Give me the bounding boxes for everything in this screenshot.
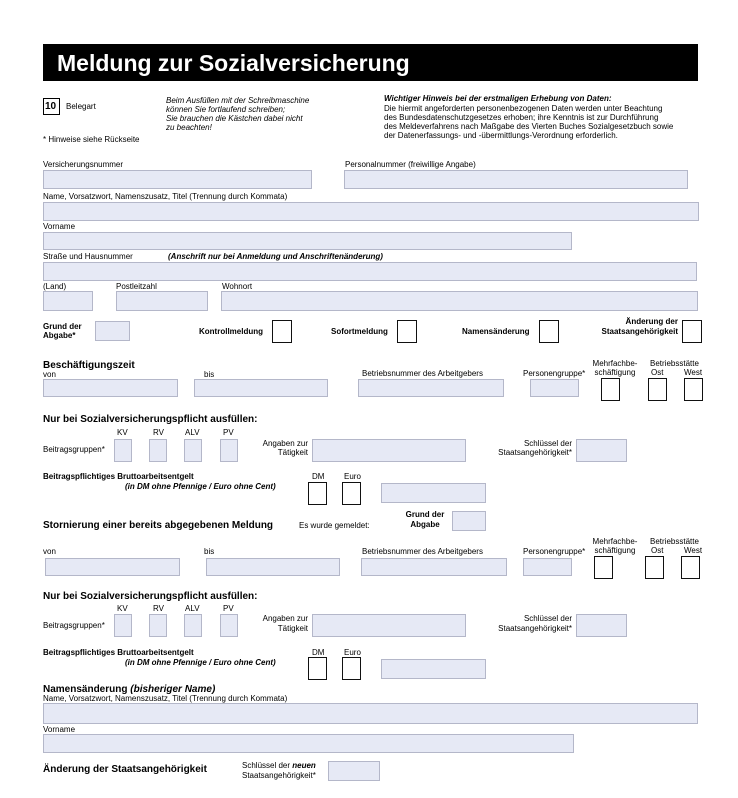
sv2-schluessel-field[interactable] bbox=[576, 614, 627, 637]
beschaeftigung-betriebsnummer-field[interactable] bbox=[358, 379, 504, 397]
important-line-4: der Datenerfassungs- und -übermittlungs-Verordnung erforderlich. bbox=[384, 131, 618, 140]
sv2-brutto-label-2: (in DM ohne Pfennige / Euro ohne Cent) bbox=[125, 658, 276, 667]
namens-heading-text: Namensänderung bbox=[43, 684, 128, 695]
important-line-2: des Bundesdatenschutzgesetzes erhoben; ihre Kenntnis ist zur Durchführung bbox=[384, 113, 659, 122]
sv2-schluessel-label-2: Staatsangehörigkeit* bbox=[498, 624, 572, 633]
sv1-taetigkeit-field[interactable] bbox=[312, 439, 466, 462]
sofortmeldung-checkbox[interactable] bbox=[397, 320, 417, 343]
namens-name-field[interactable] bbox=[43, 703, 698, 724]
vorname-field[interactable] bbox=[43, 232, 572, 250]
personalnummer-label: Personalnummer (freiwillige Angabe) bbox=[345, 160, 476, 169]
sv2-taetigkeit-label-1: Angaben zur bbox=[262, 614, 308, 623]
sv1-beitragsgruppen-label: Beitragsgruppen* bbox=[43, 445, 105, 454]
sv2-pv-field[interactable] bbox=[220, 614, 238, 637]
strasse-note: (Anschrift nur bei Anmeldung und Anschriftenänderung) bbox=[168, 252, 383, 261]
land-label: (Land) bbox=[43, 282, 67, 291]
sv2-rv-field[interactable] bbox=[149, 614, 167, 637]
land-field[interactable] bbox=[43, 291, 93, 311]
beschaeftigung-mehrfach-label-1: Mehrfachbe- bbox=[592, 359, 638, 368]
typewriter-note-2: können Sie fortlaufend schreiben; bbox=[166, 105, 286, 114]
sofortmeldung-label: Sofortmeldung bbox=[331, 327, 388, 336]
beschaeftigung-bis-field[interactable] bbox=[194, 379, 328, 397]
beschaeftigung-ost-checkbox[interactable] bbox=[648, 378, 667, 401]
grund-field[interactable] bbox=[95, 321, 130, 341]
sv1-heading: Nur bei Sozialversicherungspflicht ausfüllen: bbox=[43, 414, 258, 425]
sv2-taetigkeit-field[interactable] bbox=[312, 614, 466, 637]
namens-heading-sub: (bisheriger Name) bbox=[130, 684, 216, 695]
storno-gemeldet-label: Es wurde gemeldet: bbox=[299, 521, 370, 530]
beschaeftigung-west-checkbox[interactable] bbox=[684, 378, 703, 401]
sv1-schluessel-field[interactable] bbox=[576, 439, 627, 462]
sv1-euro-label: Euro bbox=[344, 472, 361, 481]
typewriter-note-1: Beim Ausfüllen mit der Schreibmaschine bbox=[166, 96, 310, 105]
storno-von-field[interactable] bbox=[45, 558, 180, 576]
sv1-dm-label: DM bbox=[312, 472, 325, 481]
sv1-kv-label: KV bbox=[117, 428, 128, 437]
strasse-label: Straße und Hausnummer bbox=[43, 252, 133, 261]
storno-personengruppe-field[interactable] bbox=[523, 558, 572, 576]
storno-personengruppe-label: Personengruppe* bbox=[523, 547, 586, 556]
page-title: Meldung zur Sozialversicherung bbox=[57, 50, 410, 76]
vorname-label: Vorname bbox=[43, 222, 76, 231]
aenderung-staat-label-1: Änderung der bbox=[625, 317, 678, 326]
sv1-kv-field[interactable] bbox=[114, 439, 132, 462]
sv2-kv-label: KV bbox=[117, 604, 128, 613]
beschaeftigung-bis-label: bis bbox=[204, 370, 215, 379]
staat-label-1a: Schlüssel der bbox=[242, 761, 293, 770]
code-value: 10 bbox=[45, 101, 57, 112]
grund-label-2: Abgabe* bbox=[43, 331, 76, 340]
beschaeftigung-von-field[interactable] bbox=[43, 379, 178, 397]
sv1-brutto-label-2: (in DM ohne Pfennige / Euro ohne Cent) bbox=[125, 482, 276, 491]
beschaeftigung-betriebsnummer-label: Betriebsnummer des Arbeitgebers bbox=[362, 369, 483, 378]
namensaenderung-checkbox[interactable] bbox=[539, 320, 559, 343]
sv2-beitragsgruppen-label: Beitragsgruppen* bbox=[43, 621, 105, 630]
aenderung-staat-label-2: Staatsangehörigkeit bbox=[601, 327, 678, 336]
sv2-kv-field[interactable] bbox=[114, 614, 132, 637]
storno-bis-field[interactable] bbox=[206, 558, 340, 576]
sv1-euro-checkbox[interactable] bbox=[342, 482, 361, 505]
name-label: Name, Vorsatzwort, Namenszusatz, Titel (Trennung durch Kommata) bbox=[43, 192, 288, 201]
important-line-1: Die hiermit angeforderten personenbezogenen Daten werden unter Beachtung bbox=[384, 104, 663, 113]
sv2-rv-label: RV bbox=[153, 604, 164, 613]
wohnort-label: Wohnort bbox=[222, 282, 253, 291]
storno-von-label: von bbox=[43, 547, 56, 556]
wohnort-field[interactable] bbox=[221, 291, 698, 311]
storno-betriebsstaette-label: Betriebsstätte bbox=[650, 537, 699, 546]
storno-mehrfach-label-2: schäftigung bbox=[594, 546, 636, 555]
sv2-alv-label: ALV bbox=[185, 604, 200, 613]
personalnummer-field[interactable] bbox=[344, 170, 688, 189]
postleitzahl-field[interactable] bbox=[116, 291, 208, 311]
storno-west-label: West bbox=[684, 546, 703, 555]
name-field[interactable] bbox=[43, 202, 699, 221]
sv2-euro-label: Euro bbox=[344, 648, 361, 657]
beschaeftigung-betriebsstaette-label: Betriebsstätte bbox=[650, 359, 699, 368]
beschaeftigung-personengruppe-field[interactable] bbox=[530, 379, 579, 397]
sv1-brutto-label-1: Beitragspflichtiges Bruttoarbeitsentgelt bbox=[43, 472, 194, 481]
staat-label-1 bbox=[242, 761, 316, 770]
namens-name-label: Name, Vorsatzwort, Namenszusatz, Titel (Trennung durch Kommata) bbox=[43, 694, 288, 703]
sv1-taetigkeit-label-2: Tätigkeit bbox=[277, 448, 308, 457]
sv1-taetigkeit-label-1: Angaben zur bbox=[262, 439, 308, 448]
sv2-dm-checkbox[interactable] bbox=[308, 657, 327, 680]
staat-heading: Änderung der Staatsangehörigkeit bbox=[43, 764, 207, 775]
kontrollmeldung-label: Kontrollmeldung bbox=[199, 327, 263, 336]
beschaeftigung-heading: Beschäftigungszeit bbox=[43, 360, 135, 371]
storno-mehrfach-checkbox[interactable] bbox=[594, 556, 613, 579]
kontrollmeldung-checkbox[interactable] bbox=[272, 320, 292, 343]
sv2-brutto-label-1: Beitragspflichtiges Bruttoarbeitsentgelt bbox=[43, 648, 194, 657]
namensaenderung-label: Namensänderung bbox=[462, 327, 530, 336]
belegart-label: Belegart bbox=[66, 102, 96, 111]
staat-label-2: Staatsangehörigkeit* bbox=[242, 771, 316, 780]
sv1-rv-label: RV bbox=[153, 428, 164, 437]
namens-vorname-label: Vorname bbox=[43, 725, 76, 734]
storno-grund-label-2: Abgabe bbox=[410, 520, 440, 529]
sv2-dm-label: DM bbox=[312, 648, 325, 657]
sv2-schluessel-label-1: Schlüssel der bbox=[523, 614, 572, 623]
namens-vorname-field[interactable] bbox=[43, 734, 574, 753]
sv1-schluessel-label-1: Schlüssel der bbox=[523, 439, 572, 448]
staat-field[interactable] bbox=[328, 761, 380, 781]
sv2-alv-field[interactable] bbox=[184, 614, 202, 637]
sv1-schluessel-label-2: Staatsangehörigkeit* bbox=[498, 448, 572, 457]
sv2-taetigkeit-label-2: Tätigkeit bbox=[277, 624, 308, 633]
beschaeftigung-ost-label: Ost bbox=[651, 368, 664, 377]
versicherungsnummer-label: Versicherungsnummer bbox=[43, 160, 124, 169]
hinweise-note: * Hinweise siehe Rückseite bbox=[43, 135, 140, 144]
strasse-field[interactable] bbox=[43, 262, 697, 281]
sv1-rv-field[interactable] bbox=[149, 439, 167, 462]
staat-label-1b: neuen bbox=[292, 761, 316, 770]
beschaeftigung-personengruppe-label: Personengruppe* bbox=[523, 369, 586, 378]
beschaeftigung-von-label: von bbox=[43, 370, 56, 379]
sv2-euro-checkbox[interactable] bbox=[342, 657, 361, 680]
sv2-pv-label: PV bbox=[223, 604, 234, 613]
storno-grund-label-1: Grund der bbox=[405, 510, 445, 519]
important-line-3: des Meldeverfahrens nach Maßgabe des Vierten Buches Sozialgesetzbuch sowie bbox=[384, 122, 674, 131]
storno-betriebsnummer-label: Betriebsnummer des Arbeitgebers bbox=[362, 547, 483, 556]
storno-grund-field[interactable] bbox=[452, 511, 486, 531]
sv2-heading: Nur bei Sozialversicherungspflicht ausfüllen: bbox=[43, 591, 258, 602]
typewriter-note-4: zu beachten! bbox=[166, 123, 212, 132]
storno-ost-label: Ost bbox=[651, 546, 664, 555]
beschaeftigung-mehrfach-checkbox[interactable] bbox=[601, 378, 620, 401]
sv1-dm-checkbox[interactable] bbox=[308, 482, 327, 505]
storno-betriebsnummer-field[interactable] bbox=[361, 558, 507, 576]
aenderung-staat-checkbox[interactable] bbox=[682, 320, 702, 343]
typewriter-note-3: Sie brauchen die Kästchen dabei nicht bbox=[166, 114, 303, 123]
sv1-alv-field[interactable] bbox=[184, 439, 202, 462]
postleitzahl-label: Postleitzahl bbox=[116, 282, 157, 291]
sv1-pv-label: PV bbox=[223, 428, 234, 437]
sv1-pv-field[interactable] bbox=[220, 439, 238, 462]
versicherungsnummer-field[interactable] bbox=[43, 170, 312, 189]
beschaeftigung-west-label: West bbox=[684, 368, 703, 377]
grund-label-1: Grund der bbox=[43, 322, 82, 331]
storno-ost-checkbox[interactable] bbox=[645, 556, 664, 579]
storno-bis-label: bis bbox=[204, 547, 215, 556]
sv2-brutto-field[interactable] bbox=[381, 659, 486, 679]
sv1-alv-label: ALV bbox=[185, 428, 200, 437]
storno-west-checkbox[interactable] bbox=[681, 556, 700, 579]
beschaeftigung-mehrfach-label-2: schäftigung bbox=[594, 368, 636, 377]
important-heading: Wichtiger Hinweis bei der erstmaligen Erhebung von Daten: bbox=[384, 94, 612, 103]
storno-heading: Stornierung einer bereits abgegebenen Meldung bbox=[43, 520, 274, 531]
sv1-brutto-field[interactable] bbox=[381, 483, 486, 503]
storno-mehrfach-label-1: Mehrfachbe- bbox=[592, 537, 638, 546]
